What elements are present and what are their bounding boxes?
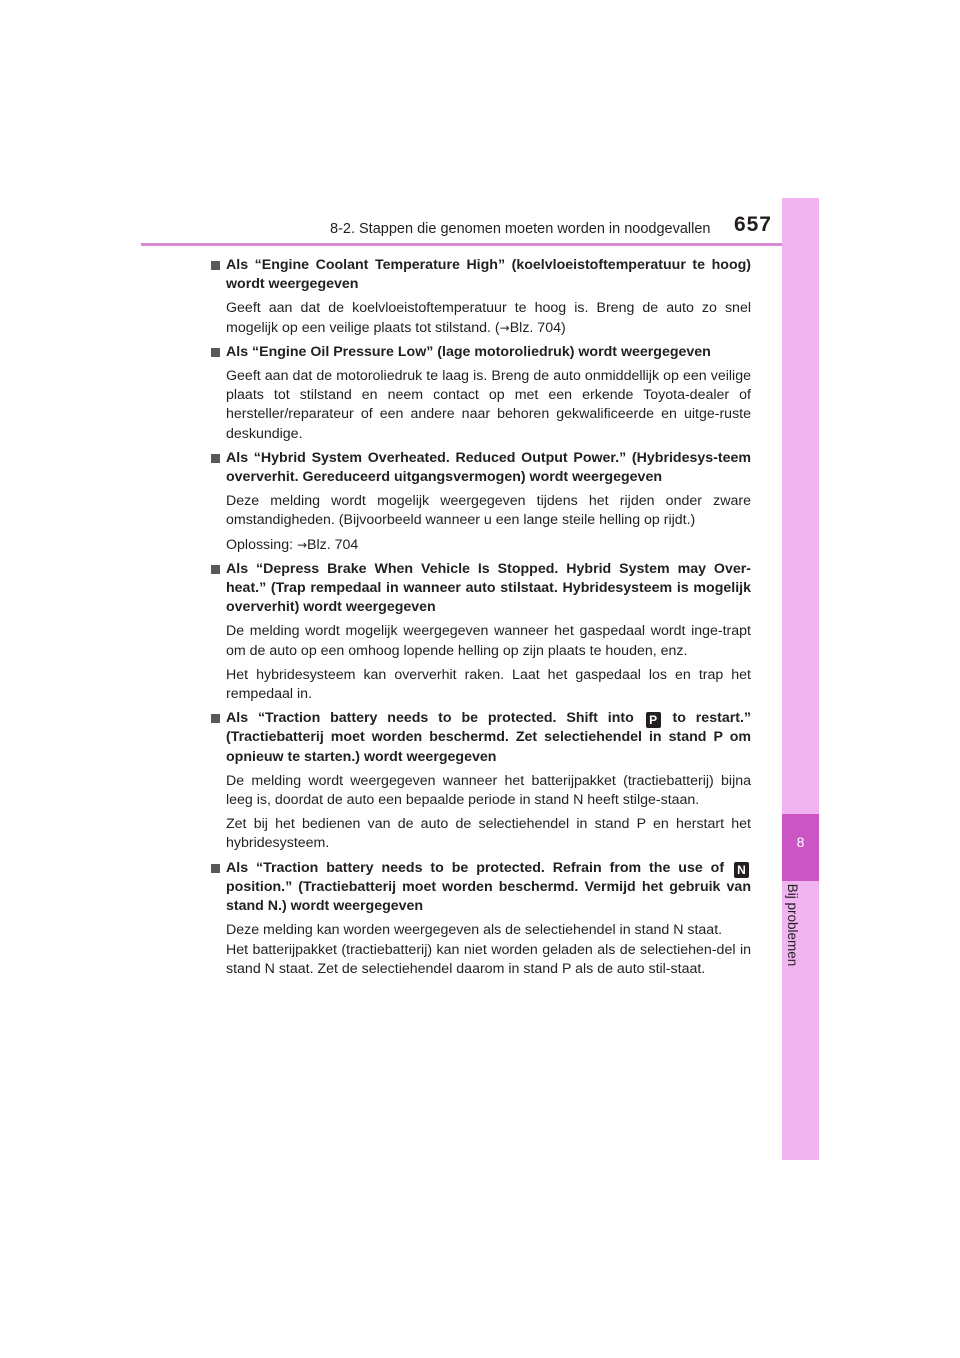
square-bullet-icon xyxy=(211,565,220,574)
section-paragraph: De melding wordt mogelijk weergegeven wanneer het gaspedaal wordt inge-trapt om de auto op een omhoog lopende helling op zijn plaats te houden, enz. xyxy=(226,623,751,659)
header-rule xyxy=(141,243,819,246)
chapter-title: Bij problemen xyxy=(785,883,800,967)
square-bullet-icon xyxy=(211,348,220,357)
chapter-number: 8 xyxy=(796,834,805,850)
arrow-right-icon: → xyxy=(296,537,308,552)
arrow-right-icon: → xyxy=(499,320,510,335)
section-traction-battery-neutral xyxy=(211,859,751,979)
section-paragraph: Geeft aan dat de koelvloeistoftemperatuur te hoog is. Breng de auto zo snel mogelijk op een veilige plaats tot stilstand. (→Blz. 704) xyxy=(226,300,751,336)
section-paragraph: Deze melding wordt mogelijk weergegeven tijdens het rijden onder zware omstandigheden. (Bijvoorbeeld wanneer u een lange steile helling op rijdt.) xyxy=(226,493,751,529)
chapter-side-tab xyxy=(782,198,819,1160)
section-heading: Als “Traction battery needs to be protected. Refrain from the use of N position.” (Tractiebatterij moet worden beschermd. Vermijd het gebruik van stand N.) wordt weergegeven xyxy=(211,859,751,917)
square-bullet-icon xyxy=(211,714,220,723)
section-paragraph: Zet bij het bedienen van de auto de selectiehendel in stand P en herstart het hybridesysteem. xyxy=(226,816,751,852)
gear-n-icon: N xyxy=(734,862,749,878)
section-heading: Als “Engine Coolant Temperature High” (koelvloeistoftemperatuur te hoog) wordt weergegeven xyxy=(211,256,751,294)
header-title: 8-2. Stappen die genomen moeten worden in noodgevallen xyxy=(330,221,711,237)
section-heading: Als “Hybrid System Overheated. Reduced Output Power.” (Hybridesys-teem oververhit. Gereduceerd uitgangsvermogen) wordt weergegeven xyxy=(211,449,751,487)
section-coolant-temperature xyxy=(211,256,751,338)
section-paragraph: Deze melding kan worden weergegeven als de selectiehendel in stand N staat. Het batterijpakket (tractiebatterij) kan niet worden geladen als de selectiehen-del in stand N staat. Zet de selectiehendel daarom in stand P als de auto stil-staat. xyxy=(226,922,751,977)
section-traction-battery-restart xyxy=(211,709,751,853)
section-oil-pressure xyxy=(211,343,751,444)
gear-p-icon: P xyxy=(646,712,661,728)
page-reference: Blz. 704 xyxy=(307,536,359,553)
page-content xyxy=(211,256,751,984)
section-hybrid-overheated xyxy=(211,449,751,555)
section-heading: Als “Engine Oil Pressure Low” (lage motoroliedruk) wordt weergegeven xyxy=(211,343,751,362)
square-bullet-icon xyxy=(211,454,220,463)
page-reference: Blz. 704 xyxy=(509,319,561,336)
page-number: 657 xyxy=(733,213,772,236)
section-paragraph: De melding wordt weergegeven wanneer het batterijpakket (tractiebatterij) bijna leeg is, doordat de auto een bepaalde periode in stand N heeft stilge-staan. xyxy=(226,772,751,809)
section-depress-brake xyxy=(211,560,751,704)
section-heading: Als “Depress Brake When Vehicle Is Stopped. Hybrid System may Over-heat.” (Trap rempedaal in wanneer auto stilstaat. Hybridesysteem is mogelijk oververhit) wordt weergegeven xyxy=(211,560,751,618)
section-paragraph: Geeft aan dat de motoroliedruk te laag is. Breng de auto onmiddellijk op een veilige plaats tot stilstand en neem contact op met een erkende Toyota-dealer of hersteller/reparateur of een andere naar behoren gekwalificeerde en uitge-ruste deskundige. xyxy=(226,368,751,442)
square-bullet-icon xyxy=(211,261,220,270)
section-heading: Als “Traction battery needs to be protected. Shift into P to restart.” (Tractiebatterij moet worden beschermd. Zet selectiehendel in stand P om opnieuw te starten.) wordt weergegeven xyxy=(211,709,751,767)
square-bullet-icon xyxy=(211,864,220,873)
solution-paragraph: Oplossing: →Blz. 704 xyxy=(226,536,359,553)
section-paragraph: Het hybridesysteem kan oververhit raken. Laat het gaspedaal los en trap het rempedaal in. xyxy=(226,666,751,703)
